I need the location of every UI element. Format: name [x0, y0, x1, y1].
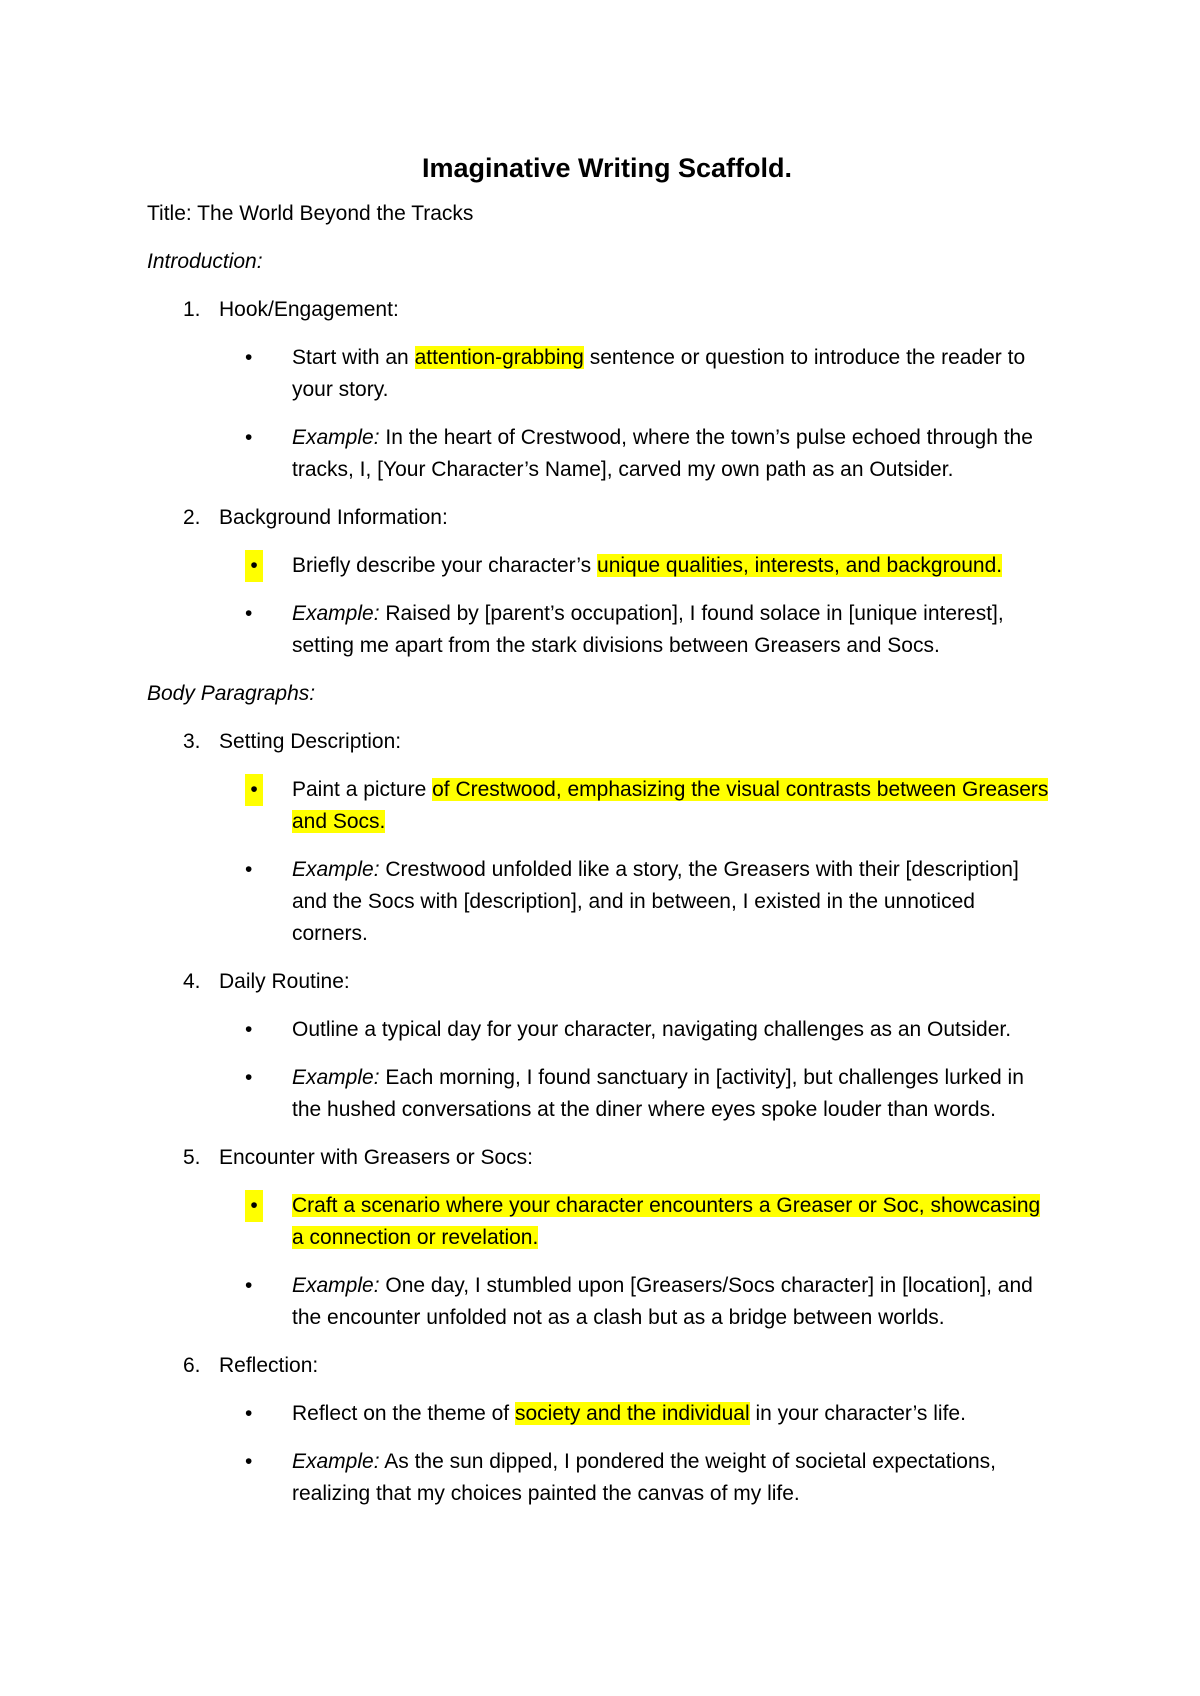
instruction-text: Reflect on the theme of: [292, 1402, 515, 1425]
list-item-background: [147, 502, 1067, 534]
highlighted-text: unique qualities, interests, and background.: [597, 554, 1003, 577]
instruction-text: Outline a typical day for your character, navigating challenges as an Outsider.: [292, 1018, 1012, 1041]
body-paragraphs-heading: Body Paragraphs:: [147, 682, 316, 705]
example-label: Example:: [292, 426, 380, 449]
bullet-icon: •: [245, 602, 253, 625]
highlighted-text: attention-grabbing: [414, 346, 584, 369]
example-label: Example:: [292, 1274, 380, 1297]
example-text: One day, I stumbled upon [Greasers/Socs character] in [location], and the encounter unfolded not as a clash but as a bridge between worlds.: [292, 1274, 1033, 1329]
bullet-instruction: [147, 1190, 1052, 1254]
item-heading: Setting Description:: [219, 730, 402, 753]
item-number: 5.: [183, 1146, 201, 1169]
item-heading: Hook/Engagement:: [219, 298, 399, 321]
bullet-icon: •: [245, 550, 263, 582]
bullet-icon: •: [245, 426, 253, 449]
bullet-instruction: [147, 342, 1052, 406]
instruction-text: Paint a picture: [292, 778, 433, 801]
bullet-instruction: [147, 1014, 1052, 1046]
bullet-example: [147, 854, 1052, 950]
example-label: Example:: [292, 1450, 380, 1473]
item-number: 6.: [183, 1354, 201, 1377]
highlighted-text: of Crestwood, emphasizing the visual contrasts between Greasers and Socs.: [292, 778, 1049, 833]
item-number: 2.: [183, 506, 201, 529]
list-item-reflection: [147, 1350, 1067, 1382]
example-text: Crestwood unfolded like a story, the Greasers with their [description] and the Socs with [description], and in between, I existed in the unnoticed corners.: [292, 858, 1019, 945]
bullet-icon: •: [245, 774, 263, 806]
bullet-icon: •: [245, 1066, 253, 1089]
item-number: 1.: [183, 298, 201, 321]
example-label: Example:: [292, 1066, 380, 1089]
bullet-instruction: [147, 1398, 1052, 1430]
example-label: Example:: [292, 602, 380, 625]
item-heading: Encounter with Greasers or Socs:: [219, 1146, 533, 1169]
list-item-setting: [147, 726, 1067, 758]
instruction-text: Start with an: [292, 346, 415, 369]
bullet-icon: •: [245, 1274, 253, 1297]
story-title-line: Title: The World Beyond the Tracks: [147, 202, 474, 225]
bullet-example: [147, 1270, 1052, 1334]
list-item-daily-routine: [147, 966, 1067, 998]
list-item-encounter: [147, 1142, 1067, 1174]
document-title: Imaginative Writing Scaffold.: [421, 153, 793, 183]
bullet-icon: •: [245, 346, 253, 369]
list-item-hook: [147, 294, 1067, 326]
bullet-example: [147, 1446, 1052, 1510]
example-text: In the heart of Crestwood, where the town’s pulse echoed through the tracks, I, [Your Character’s Name], carved my own path as an Outsider.: [292, 426, 1033, 481]
item-heading: Background Information:: [219, 506, 448, 529]
bullet-icon: •: [245, 858, 253, 881]
introduction-heading: Introduction:: [147, 250, 263, 273]
item-heading: Reflection:: [219, 1354, 319, 1377]
bullet-instruction: [147, 550, 1052, 582]
example-text: Raised by [parent’s occupation], I found solace in [unique interest], setting me apart from the stark divisions between Greasers and Socs.: [292, 602, 1004, 657]
highlighted-text: society and the individual: [514, 1402, 750, 1425]
highlighted-text: Craft a scenario where your character encounters a Greaser or Soc, showcasing a connection or revelation.: [292, 1194, 1041, 1249]
instruction-text: Briefly describe your character’s: [292, 554, 598, 577]
instruction-text: sentence or question to introduce the reader to your story.: [292, 346, 1026, 401]
item-number: 4.: [183, 970, 201, 993]
bullet-example: [147, 422, 1052, 486]
bullet-icon: •: [245, 1402, 253, 1425]
instruction-text: in your character’s life.: [749, 1402, 966, 1425]
item-number: 3.: [183, 730, 201, 753]
item-heading: Daily Routine:: [219, 970, 350, 993]
bullet-icon: •: [245, 1018, 253, 1041]
bullet-example: [147, 1062, 1052, 1126]
bullet-example: [147, 598, 1052, 662]
example-text: Each morning, I found sanctuary in [activity], but challenges lurked in the hushed conversations at the diner where eyes spoke louder than words.: [292, 1066, 1024, 1121]
document-page: [147, 140, 1067, 1526]
example-label: Example:: [292, 858, 380, 881]
bullet-icon: •: [245, 1190, 263, 1222]
bullet-instruction: [147, 774, 1052, 838]
example-text: As the sun dipped, I pondered the weight of societal expectations, realizing that my choices painted the canvas of my life.: [292, 1450, 996, 1505]
bullet-icon: •: [245, 1450, 253, 1473]
